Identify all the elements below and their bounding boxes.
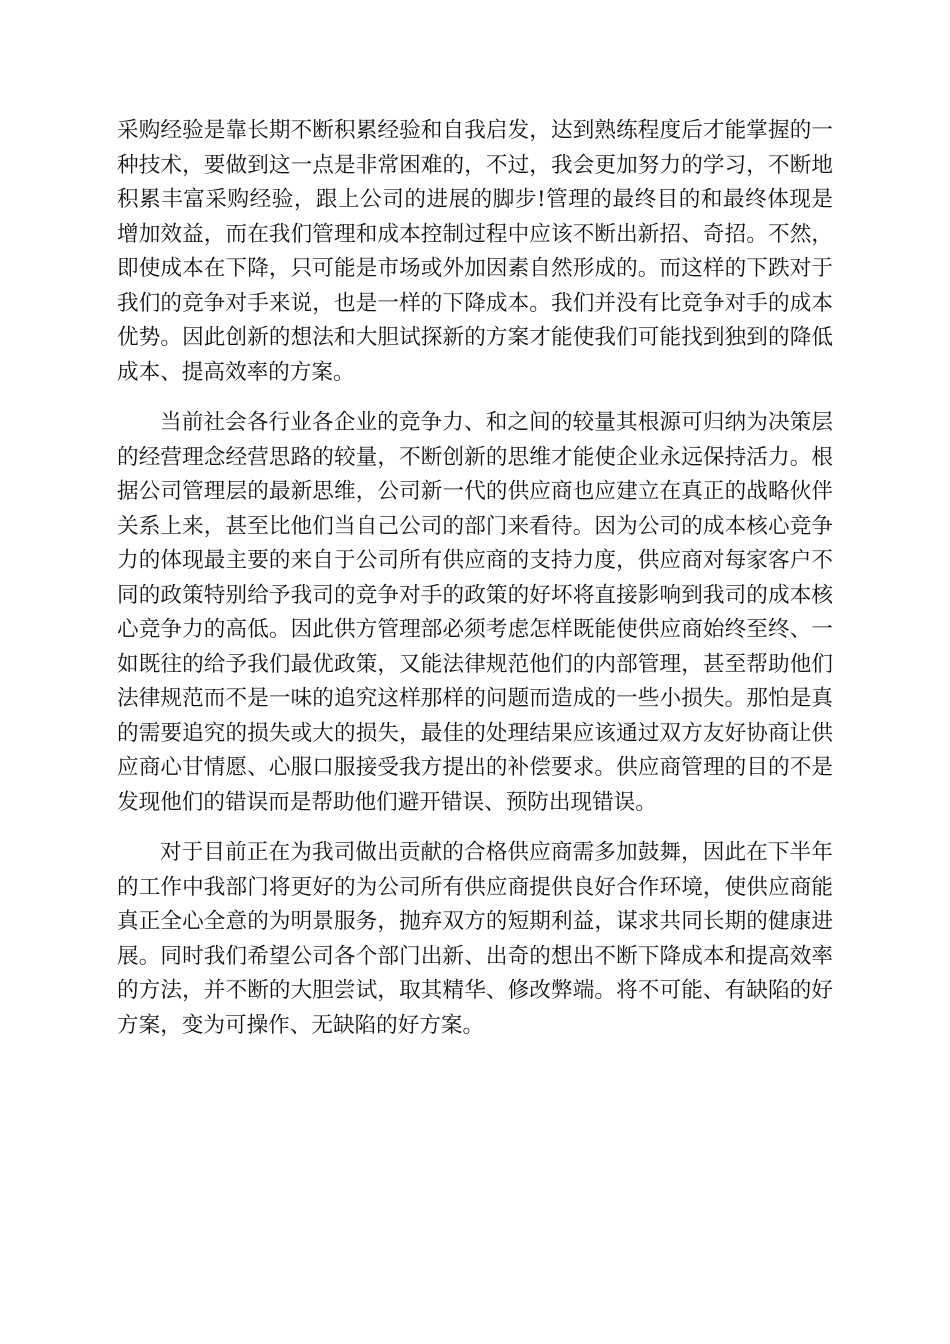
- paragraph-3: 对于目前正在为我司做出贡献的合格供应商需多加鼓舞，因此在下半年的工作中我部门将更好的为公司所有供应商提供良好合作环境，使供应商能真正全心全意的为明景服务，抛弃双方的短期利益，谋求共同长期的健康进展。同时我们希望公司各个部门出新、出奇的想出不断下降成本和提高效率的方法，并不断的大胆尝试，取其精华、修改弊端。将不可能、有缺陷的好方案，变为可操作、无缺陷的好方案。: [117, 840, 833, 1038]
- document-page: [117, 114, 833, 1043]
- paragraph-2: 当前社会各行业各企业的竞争力、和之间的较量其根源可归纳为决策层的经营理念经营思路的较量，不断创新的思维才能使企业永远保持活力。根据公司管理层的最新思维，公司新一代的供应商也应建立在真正的战略伙伴关系上来，甚至比他们当自己公司的部门来看待。因为公司的成本核心竞争力的体现最主要的来自于公司所有供应商的支持力度，供应商对每家客户不同的政策特别给予我司的竞争对手的政策的好坏将直接影响到我司的成本核心竞争力的高低。因此供方管理部必须考虑怎样既能使供应商始终至终、一如既往的给予我们最优政策，又能法律规范他们的内部管理，甚至帮助他们法律规范而不是一味的追究这样那样的问题而造成的一些小损失。那怕是真的需要追究的损失或大的损失，最佳的处理结果应该通过双方友好协商让供应商心甘情愿、心服口服接受我方提出的补偿要求。供应商管理的目的不是发现他们的错误而是帮助他们避开错误、预防出现错误。: [117, 410, 833, 815]
- paragraph-1: 采购经验是靠长期不断积累经验和自我启发，达到熟练程度后才能掌握的一种技术，要做到这一点是非常困难的，不过，我会更加努力的学习，不断地积累丰富采购经验，跟上公司的进展的脚步!管理的最终目的和最终体现是增加效益，而在我们管理和成本控制过程中应该不断出新招、奇招。不然，即使成本在下降，只可能是市场或外加因素自然形成的。而这样的下跌对于我们的竞争对手来说，也是一样的下降成本。我们并没有比竞争对手的成本优势。因此创新的想法和大胆试探新的方案才能使我们可能找到独到的降低成本、提高效率的方案。: [117, 118, 833, 385]
